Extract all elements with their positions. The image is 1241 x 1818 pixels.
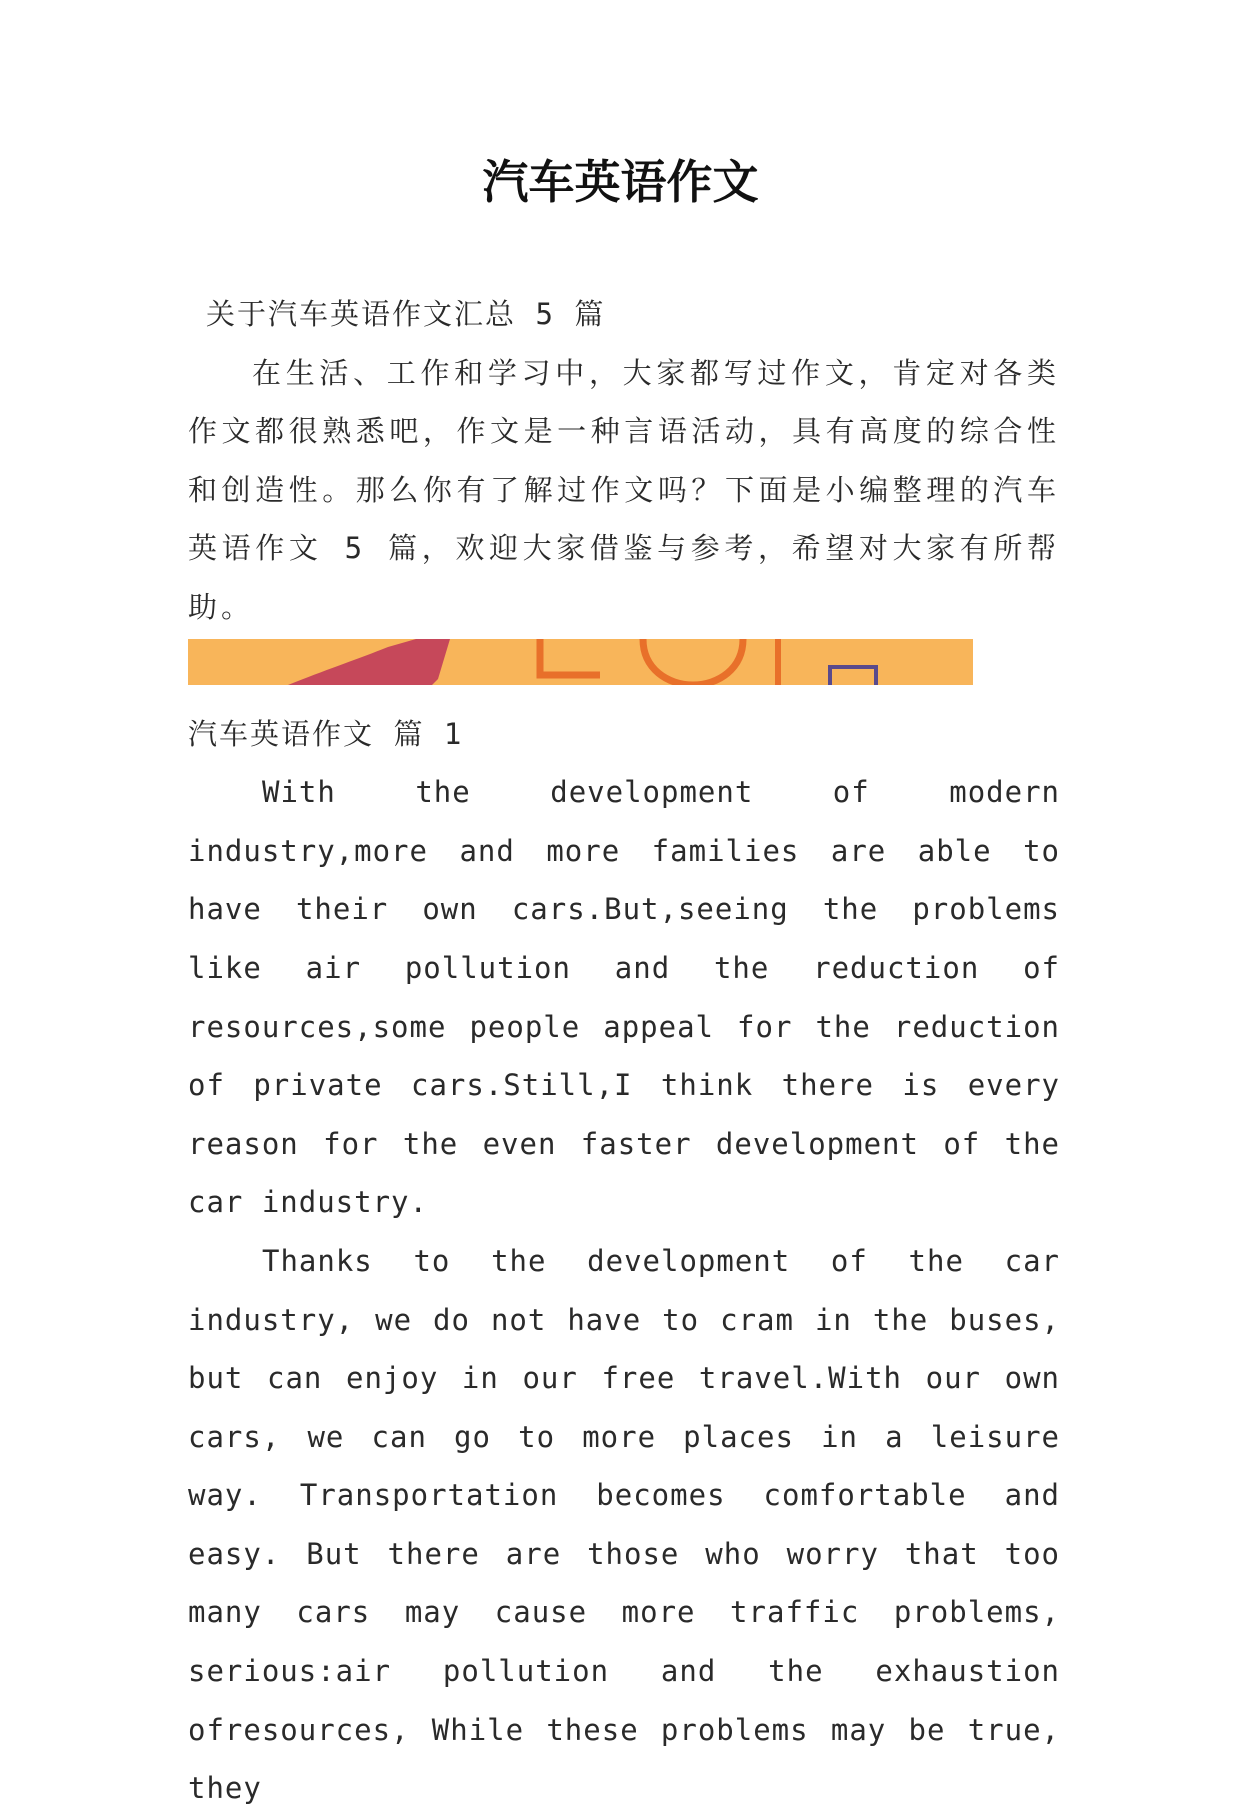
intro-paragraph: 在生活、工作和学习中，大家都写过作文，肯定对各类作文都很熟悉吧，作文是一种言语活动，具有高度的综合性和创造性。那么你有了解过作文吗？下面是小编整理的汽车英语作文 5 篇，欢迎大家借鉴与参考，希望对大家有所帮助。 [188, 355, 1060, 624]
document-title: 汽车英语作文 [482, 155, 759, 209]
document-subtitle: 关于汽车英语作文汇总 5 篇 [206, 297, 606, 331]
section-heading: 汽车英语作文 篇 1 [188, 716, 464, 751]
document-body [188, 285, 1060, 1818]
essay-paragraph-1: With the development of modern industry,more and more families are able to have their own cars.But,seeing the problems like air pollution and the reduction of resources,some people appeal for the reduction of private cars.Still,I think there is every reason for the even faster development of the car industry. [188, 775, 1060, 1220]
essay-paragraph-2: Thanks to the development of the car industry, we do not have to cram in the buses, but can enjoy in our free travel.With our own cars, we can go to more places in a leisure way. Transportation becomes comfortable and easy. But there are those who worry that too many cars may cause more traffic problems, serious:air pollution and the exhaustion ofresources, While these problems may be true, they [188, 1243, 1060, 1806]
decorative-banner-image [188, 639, 973, 685]
